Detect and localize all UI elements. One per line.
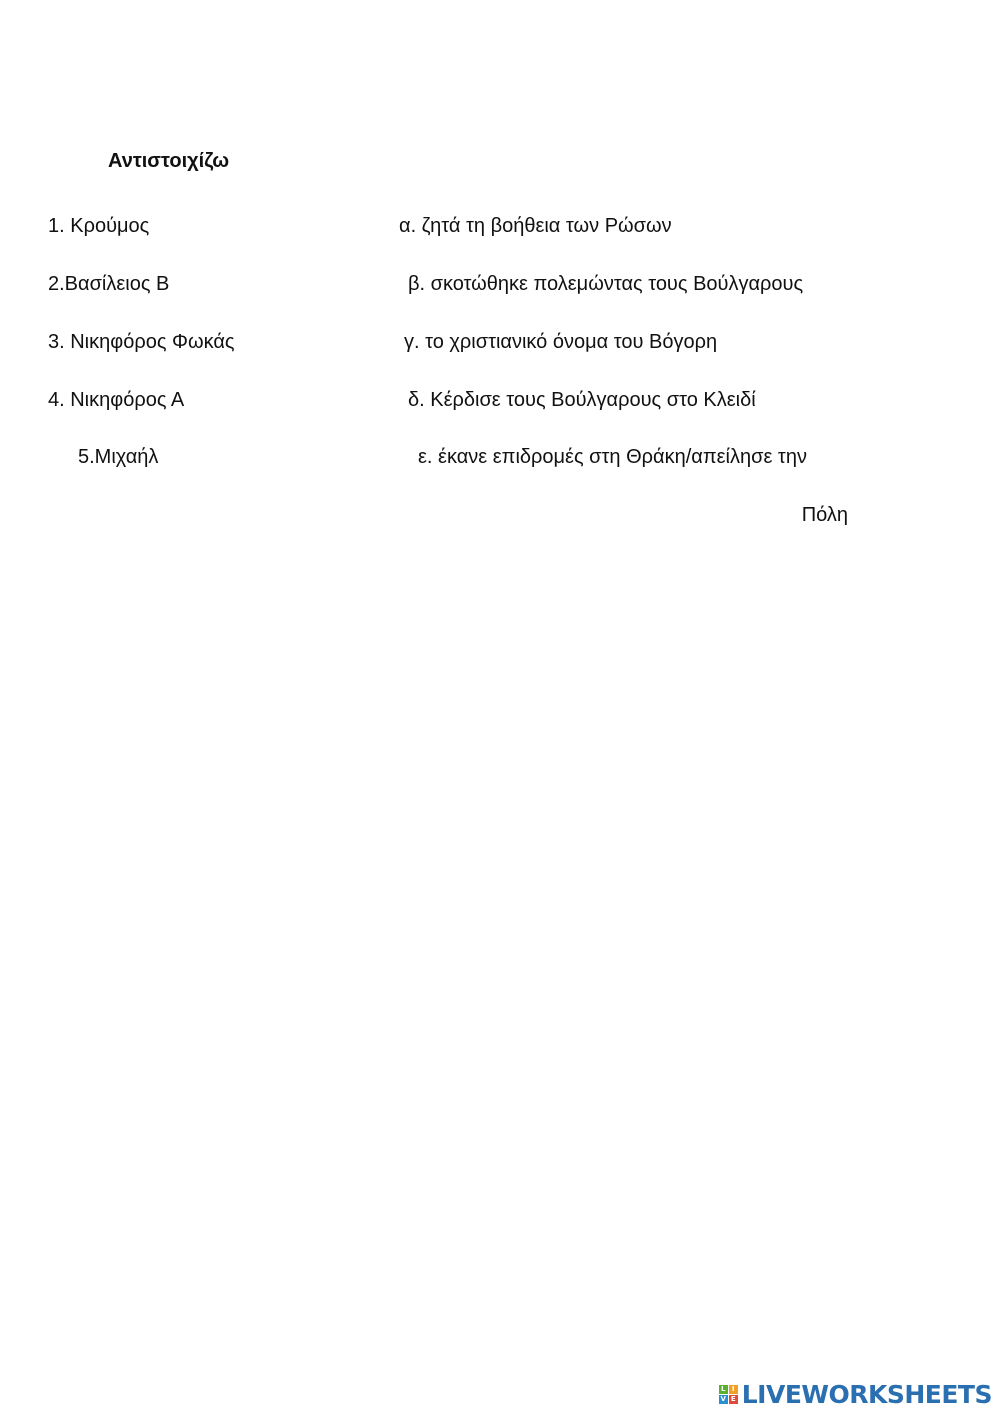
right-item-e: ε. έκανε επιδρομές στη Θράκη/απείλησε την bbox=[418, 446, 807, 468]
logo-tile-i: I bbox=[729, 1385, 738, 1394]
logo-tile-l: L bbox=[719, 1385, 728, 1394]
logo-tile-v: V bbox=[720, 1394, 726, 1403]
logo-text: LIVEWORKSHEETS bbox=[741, 1379, 992, 1409]
left-item-4: 4. Νικηφόρος Α bbox=[48, 389, 185, 411]
left-item-3: 3. Νικηφόρος Φωκάς bbox=[48, 331, 235, 353]
right-item-d: δ. Κέρδισε τους Βούλγαρους στο Κλειδί bbox=[408, 389, 756, 411]
right-item-b: β. σκοτώθηκε πολεμώντας τους Βούλγαρους bbox=[408, 273, 804, 295]
left-item-5: 5.Μιχαήλ bbox=[78, 446, 159, 468]
right-item-a: α. ζητά τη βοήθεια των Ρώσων bbox=[399, 215, 672, 237]
logo-tile-e: E bbox=[729, 1395, 738, 1404]
worksheet-title: Αντιστοιχίζω bbox=[108, 150, 230, 172]
left-item-2: 2.Βασίλειος Β bbox=[48, 273, 170, 295]
right-item-c: γ. το χριστιανικό όνομα του Βόγορη bbox=[404, 331, 718, 353]
left-item-1: 1. Κρούμος bbox=[48, 215, 150, 237]
liveworksheets-logo-icon bbox=[719, 1385, 738, 1404]
liveworksheets-logo bbox=[719, 1379, 992, 1409]
right-item-e-continuation: Πόλη bbox=[801, 504, 848, 526]
